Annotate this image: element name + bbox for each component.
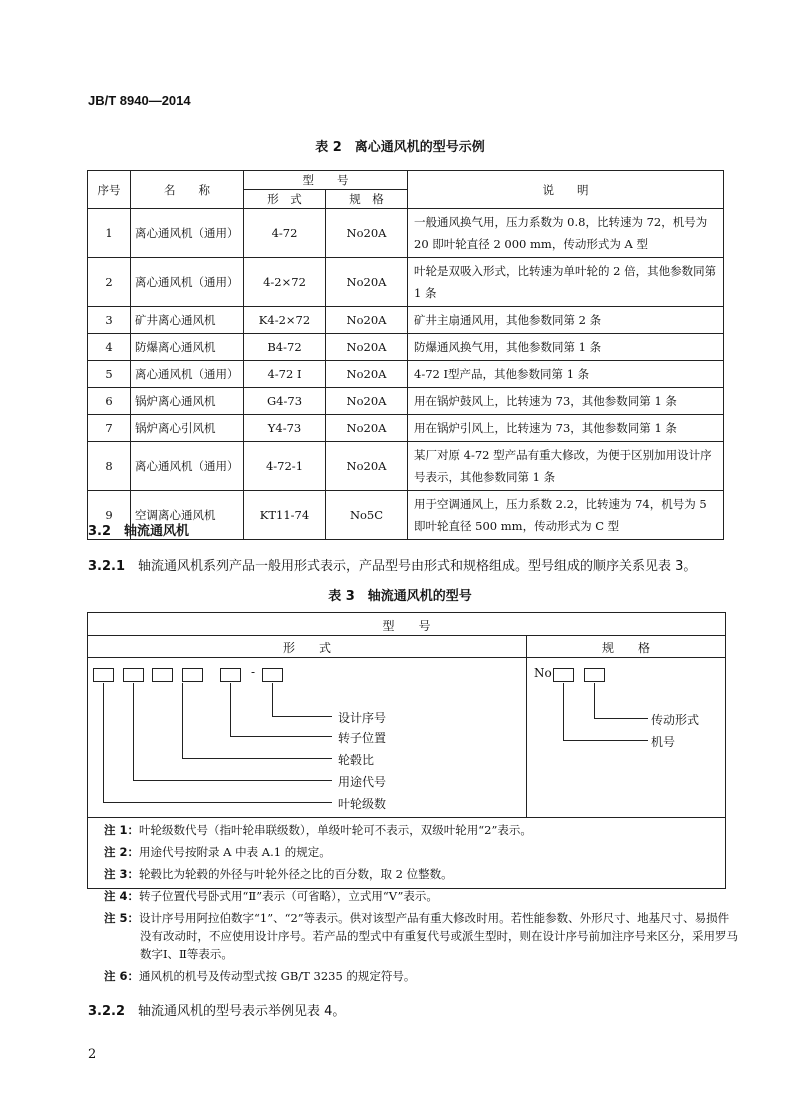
cell-no: 7	[88, 415, 131, 442]
cell-spec: No5C	[326, 491, 408, 540]
table2	[87, 170, 724, 540]
cell-no: 8	[88, 442, 131, 491]
note-item	[104, 843, 740, 861]
note-key: 注 3：	[104, 867, 140, 881]
section-title: 轴流通风机	[124, 524, 190, 539]
cell-desc: 一般通风换气用，压力系数为 0.8，比转速为 72，机号为 20 即叶轮直径 2 000 mm，传动形式为 A 型	[408, 209, 724, 258]
label-impeller-stages: 叶轮级数	[338, 797, 387, 811]
para-number: 3.2.1	[88, 559, 126, 574]
table-row	[88, 334, 724, 361]
cell-name: 离心通风机（通用）	[131, 258, 244, 307]
no-prefix: No	[534, 666, 552, 680]
cell-name: 空调离心通风机	[131, 491, 244, 540]
t3-model-header: 型 号	[382, 619, 431, 633]
note-text: 轮毂比为轮毂的外径与叶轮外径之比的百分数，取 2 位整数。	[139, 867, 453, 881]
label-machine-no: 机号	[651, 735, 676, 749]
code-box-3	[152, 668, 173, 682]
para-3-2-1	[88, 555, 696, 574]
cell-name: 锅炉离心通风机	[131, 388, 244, 415]
note-text: 设计序号用阿拉伯数字“1”、“2”等表示。供对该型产品有重大修改时用。若性能参数、外形尺寸、地基尺寸、易损件没有改动时，不应使用设计序号。若产品的型式中有重复代号或派生型时，则在设计序号前加注序号来区分，采用罗马数字Ⅰ、Ⅱ等表示。	[139, 911, 738, 961]
table-row	[88, 209, 724, 258]
para-number: 3.2.2	[88, 1004, 126, 1019]
cell-spec: No20A	[326, 388, 408, 415]
cell-form: B4-72	[244, 334, 326, 361]
note-item	[104, 967, 740, 985]
note-text: 转子位置代号卧式用“Ⅱ”表示（可省略），立式用“V”表示。	[139, 889, 438, 903]
para-text: 轴流通风机的型号表示举例见表 4。	[138, 1004, 346, 1019]
note-key: 注 6：	[104, 969, 140, 983]
page-number: 2	[88, 1047, 97, 1062]
cell-spec: No20A	[326, 209, 408, 258]
cell-form: Y4-73	[244, 415, 326, 442]
note-item	[104, 887, 740, 905]
cell-spec: No20A	[326, 415, 408, 442]
code-box-1	[93, 668, 114, 682]
cell-desc: 防爆通风换气用，其他参数同第 1 条	[408, 334, 724, 361]
code-box-4	[182, 668, 203, 682]
para-3-2-2	[88, 1000, 345, 1019]
note-item	[104, 821, 740, 839]
label-design-serial: 设计序号	[338, 711, 387, 725]
note-key: 注 4：	[104, 889, 140, 903]
cell-spec: No20A	[326, 361, 408, 388]
table-row	[88, 258, 724, 307]
cell-spec: No20A	[326, 442, 408, 491]
th-desc: 说 明	[408, 171, 724, 209]
cell-no: 2	[88, 258, 131, 307]
cell-no: 4	[88, 334, 131, 361]
cell-desc: 用于空调通风上，压力系数 2.2，比转速为 74，机号为 5 即叶轮直径 500 mm，传动形式为 C 型	[408, 491, 724, 540]
table-row	[88, 388, 724, 415]
cell-form: K4-2×72	[244, 307, 326, 334]
th-spec: 规 格	[326, 190, 408, 209]
t3-spec-header: 规 格	[601, 641, 650, 655]
code-box-2	[123, 668, 144, 682]
table3	[87, 612, 738, 983]
code-box-5	[220, 668, 241, 682]
cell-desc: 用在锅炉引风上，比转速为 73，其他参数同第 1 条	[408, 415, 724, 442]
cell-name: 离心通风机（通用）	[131, 209, 244, 258]
cell-form: 4-72-1	[244, 442, 326, 491]
note-key: 注 1：	[104, 823, 140, 837]
cell-name: 矿井离心通风机	[131, 307, 244, 334]
cell-name: 防爆离心通风机	[131, 334, 244, 361]
note-text: 用途代号按附录 A 中表 A.1 的规定。	[139, 845, 331, 859]
cell-form: 4-2×72	[244, 258, 326, 307]
table3-caption: 表 3 轴流通风机的型号	[328, 589, 472, 604]
table-row	[88, 442, 724, 491]
note-item	[104, 865, 740, 883]
label-usage-code: 用途代号	[338, 775, 387, 789]
th-name: 名 称	[131, 171, 244, 209]
para-text: 轴流通风机系列产品一般用形式表示，产品型号由形式和规格组成。型号组成的顺序关系见表 3。	[138, 559, 697, 574]
note-item	[104, 909, 740, 963]
note-key: 注 5：	[104, 911, 140, 925]
cell-spec: No20A	[326, 307, 408, 334]
table-row	[88, 415, 724, 442]
cell-no: 3	[88, 307, 131, 334]
cell-desc: 叶轮是双吸入形式，比转速为单叶轮的 2 倍，其他参数同第 1 条	[408, 258, 724, 307]
cell-name: 离心通风机（通用）	[131, 442, 244, 491]
th-form: 形 式	[244, 190, 326, 209]
cell-name: 离心通风机（通用）	[131, 361, 244, 388]
cell-desc: 矿井主扇通风用，其他参数同第 2 条	[408, 307, 724, 334]
section-3-2-heading	[88, 520, 189, 539]
cell-form: KT11-74	[244, 491, 326, 540]
cell-spec: No20A	[326, 258, 408, 307]
t3-form-header: 形 式	[282, 641, 331, 655]
cell-spec: No20A	[326, 334, 408, 361]
cell-desc: 某厂对原 4-72 型产品有重大修改，为便于区别加用设计序号表示，其他参数同第 1 条	[408, 442, 724, 491]
cell-desc: 4-72 Ⅰ型产品，其他参数同第 1 条	[408, 361, 724, 388]
standard-number: JB/T 8940—2014	[88, 93, 191, 108]
label-drive-form: 传动形式	[651, 713, 700, 727]
table-row	[88, 361, 724, 388]
table-row	[88, 307, 724, 334]
cell-no: 6	[88, 388, 131, 415]
cell-no: 1	[88, 209, 131, 258]
code-box-6	[262, 668, 283, 682]
code-dash: -	[251, 665, 256, 679]
th-model: 型 号	[244, 171, 408, 190]
cell-name: 锅炉离心引风机	[131, 415, 244, 442]
cell-no: 5	[88, 361, 131, 388]
table2-caption: 表 2 离心通风机的型号示例	[315, 140, 485, 155]
note-text: 叶轮级数代号（指叶轮串联级数），单级叶轮可不表示，双级叶轮用“2”表示。	[139, 823, 532, 837]
cell-desc: 用在锅炉鼓风上，比转速为 73，其他参数同第 1 条	[408, 388, 724, 415]
cell-form: 4-72 I	[244, 361, 326, 388]
cell-no: 9	[88, 491, 131, 540]
label-hub-ratio: 轮毂比	[338, 753, 375, 767]
th-no: 序号	[88, 171, 131, 209]
section-number: 3.2	[88, 524, 112, 539]
cell-form: 4-72	[244, 209, 326, 258]
spec-box-2	[584, 668, 605, 682]
cell-form: G4-73	[244, 388, 326, 415]
note-text: 通风机的机号及传动型式按 GB/T 3235 的规定符号。	[139, 969, 416, 983]
note-key: 注 2：	[104, 845, 140, 859]
spec-box-1	[553, 668, 574, 682]
label-rotor-position: 转子位置	[338, 731, 387, 745]
